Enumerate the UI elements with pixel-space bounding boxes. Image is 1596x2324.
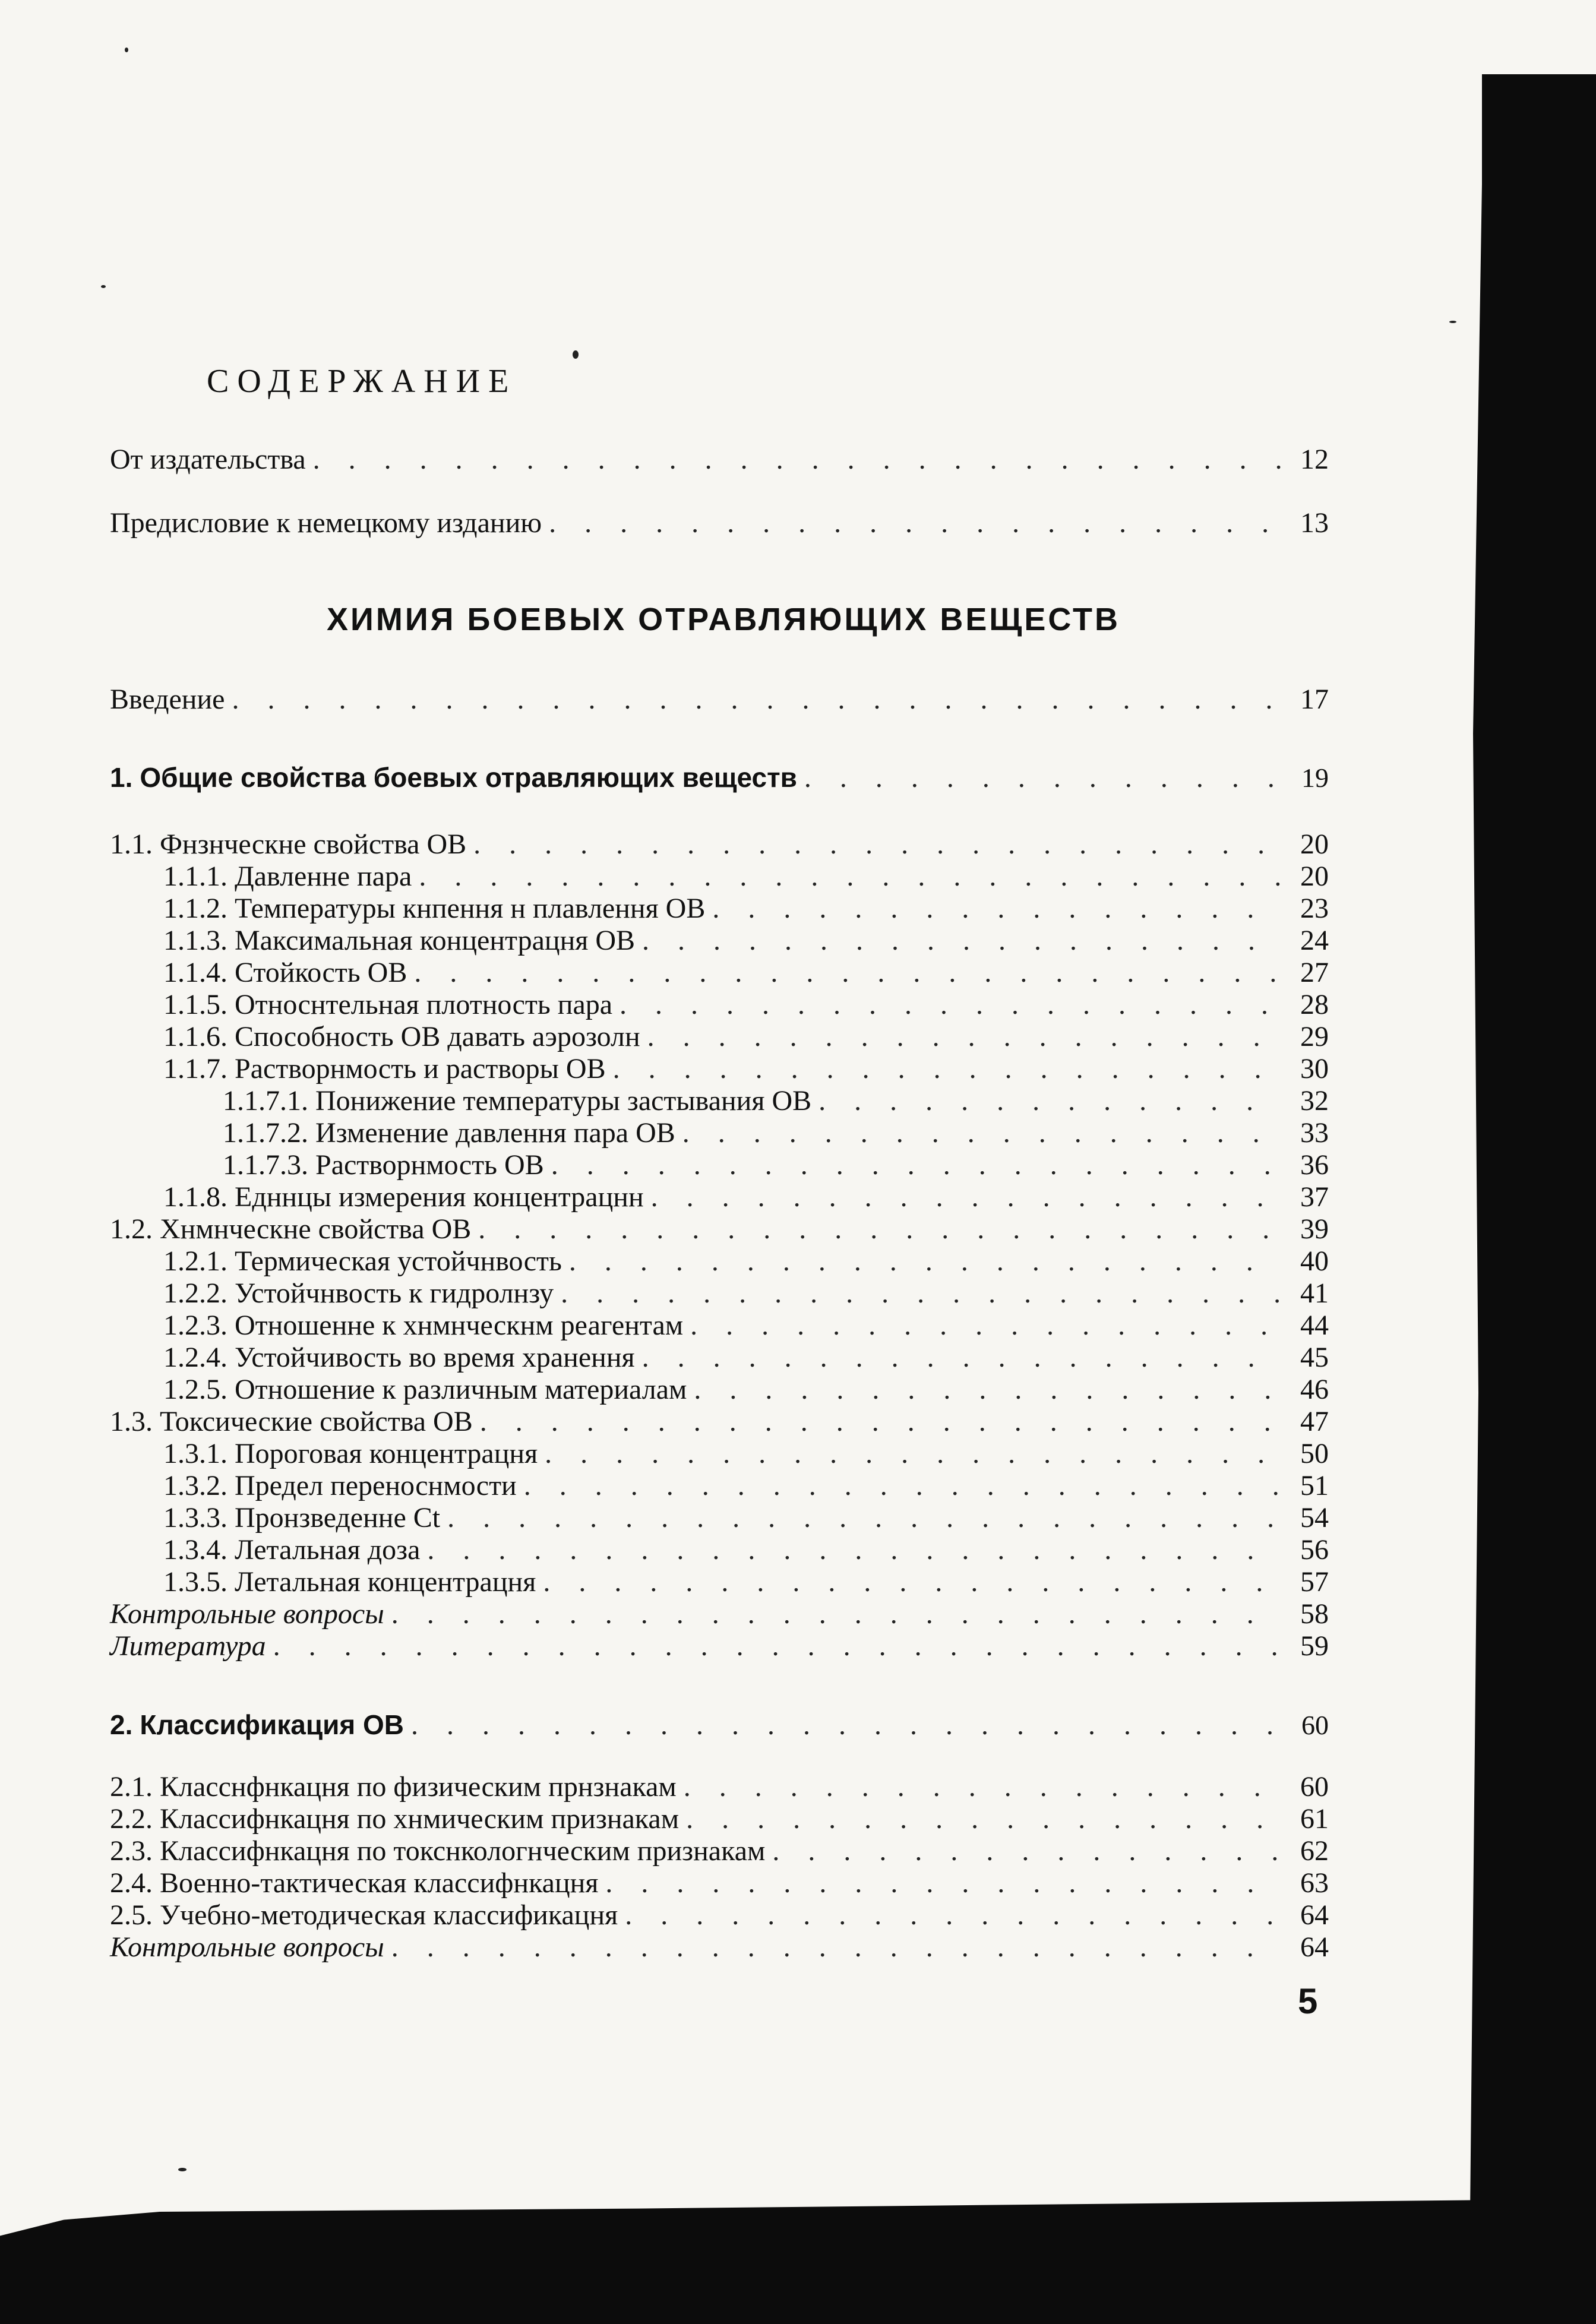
leader-dots <box>651 1182 1281 1213</box>
toc-entry-title: Температуры кнпення н плавлення ОВ <box>235 893 706 924</box>
toc-entry-label <box>163 1054 613 1084</box>
toc-entry-label <box>163 1310 690 1341</box>
toc-entry-number: 1.1.7.3. <box>223 1149 308 1181</box>
toc-entry[interactable] <box>110 1868 1329 1899</box>
leader-dots <box>524 1471 1281 1501</box>
toc-entry-title: Понижение температуры застывания ОВ <box>315 1085 812 1117</box>
toc-entry[interactable] <box>163 1310 1329 1341</box>
page-number: 5 <box>1298 1981 1318 2021</box>
toc-entry-label <box>163 1374 694 1405</box>
toc-entry-number: 1.1.5. <box>163 989 227 1020</box>
toc-entry[interactable] <box>223 1150 1329 1181</box>
leader-dots <box>605 1868 1281 1899</box>
toc-entry-title: Растворнмость ОВ <box>315 1149 544 1181</box>
toc-entry-title: Литература <box>110 1630 266 1662</box>
leader-dots <box>690 1310 1281 1341</box>
toc-entry-title: Токсические свойства ОВ <box>160 1406 473 1437</box>
toc-page-number: 27 <box>1300 957 1329 988</box>
toc-entry[interactable] <box>110 1772 1329 1803</box>
toc-entry-number: 1.1.4. <box>163 957 227 988</box>
leader-dots <box>642 925 1281 956</box>
toc-page-number: 40 <box>1300 1245 1329 1277</box>
toc-page-number: 39 <box>1300 1213 1329 1245</box>
toc-entry-number: 1.3.1. <box>163 1438 227 1469</box>
toc-page-number: 24 <box>1300 925 1329 956</box>
leader-dots <box>569 1246 1281 1277</box>
toc-entry-label <box>163 1471 524 1501</box>
toc-page-number: 12 <box>1300 444 1329 475</box>
toc-entry-title: Класснфнкацня по физическим прнзнакам <box>160 1771 677 1803</box>
toc-entry[interactable] <box>110 829 1329 860</box>
toc-entry-title: Классифнкацня по хнмическим признакам <box>160 1803 680 1835</box>
toc-entry-title: Изменение давлення пара ОВ <box>315 1117 675 1149</box>
toc-entry-number: 1.1.7.2. <box>223 1117 308 1149</box>
toc-entry-title: Общие свойства боевых отравляющих веществ <box>140 762 797 793</box>
toc-page-number: 45 <box>1300 1342 1329 1373</box>
toc-entry-title: Пронзведенне Ct <box>235 1502 441 1533</box>
toc-entry-number: 1.1.2. <box>163 893 227 924</box>
toc-entry-label <box>163 1567 543 1598</box>
toc-entry-title: Классифнкацня по токснкологнческим признакам <box>160 1835 766 1867</box>
toc-entry[interactable] <box>163 1471 1329 1501</box>
toc-entry[interactable] <box>163 1246 1329 1277</box>
toc-entry-title: Давленне пара <box>235 861 412 892</box>
toc-entry-label <box>163 1438 545 1469</box>
toc-entry[interactable] <box>163 925 1329 956</box>
toc-entry-number: 1.2. <box>110 1213 153 1245</box>
leader-dots <box>613 1054 1281 1084</box>
toc-page-number: 50 <box>1300 1438 1329 1469</box>
leader-dots <box>543 1567 1281 1598</box>
toc-entry-label <box>110 1599 391 1630</box>
toc-page-number: 58 <box>1300 1598 1329 1630</box>
part-title: ХИМИЯ БОЕВЫХ ОТРАВЛЯЮЩИХ ВЕЩЕСТВ <box>327 602 1121 637</box>
toc-entry-label <box>223 1086 818 1117</box>
toc-entry-number: 1.1.1. <box>163 861 227 892</box>
toc-entry[interactable] <box>163 957 1329 988</box>
toc-entry-number: 1.1.6. <box>163 1021 227 1052</box>
toc-entry[interactable] <box>163 861 1329 892</box>
toc-entry[interactable] <box>163 1182 1329 1213</box>
toc-entry-number: 1.2.4. <box>163 1342 227 1373</box>
toc-entry-label: Введение <box>110 684 225 715</box>
toc-chapter-2[interactable] <box>110 1709 1329 1741</box>
toc-page-number: 32 <box>1300 1085 1329 1117</box>
toc-page-number: 62 <box>1300 1835 1329 1867</box>
toc-page-number: 23 <box>1300 893 1329 924</box>
toc-entry[interactable] <box>163 1278 1329 1309</box>
leader-dots <box>391 1599 1281 1630</box>
toc-entry[interactable] <box>110 1214 1329 1245</box>
leader-dots <box>561 1278 1281 1309</box>
toc-page-number: 51 <box>1300 1470 1329 1501</box>
toc-entry-number: 1.2.3. <box>163 1310 227 1341</box>
toc-entry[interactable] <box>223 1118 1329 1149</box>
toc-entry[interactable] <box>110 1406 1329 1437</box>
toc-entry-number: 1.3. <box>110 1406 153 1437</box>
toc-entry-title: Пороговая концентрацня <box>235 1438 538 1469</box>
toc-entry-label <box>223 1150 551 1181</box>
toc-entry-number: 1.1.8. <box>163 1181 227 1213</box>
toc-entry-label <box>163 925 642 956</box>
toc-entry[interactable] <box>163 1567 1329 1598</box>
leader-dots <box>411 1710 1281 1741</box>
toc-entry-label <box>163 957 414 988</box>
toc-page-number: 33 <box>1300 1117 1329 1149</box>
leader-dots <box>772 1836 1281 1867</box>
toc-page-number: 44 <box>1300 1310 1329 1341</box>
toc-entry-label <box>223 1118 682 1149</box>
toc-entry-label <box>163 893 712 924</box>
toc-entry[interactable] <box>110 1836 1329 1867</box>
toc-entry[interactable] <box>163 1503 1329 1533</box>
toc-entry-title: Контрольные вопросы <box>110 1598 384 1630</box>
leader-dots <box>620 989 1281 1020</box>
leader-dots <box>625 1900 1281 1931</box>
leader-dots <box>447 1503 1281 1533</box>
toc-page-number: 64 <box>1300 1899 1329 1931</box>
toc-entry-title: Классификация ОВ <box>140 1709 404 1740</box>
toc-entry-literature[interactable] <box>110 1631 1329 1662</box>
leader-dots <box>473 829 1281 860</box>
toc-entry-number: 1.2.1. <box>163 1245 227 1277</box>
toc-entry-title: Летальная концентрацня <box>235 1566 536 1598</box>
toc-entry-number: 2.3. <box>110 1835 153 1867</box>
toc-entry-label <box>110 1868 605 1899</box>
toc-entry-label <box>110 1631 273 1662</box>
leader-dots <box>545 1438 1281 1469</box>
toc-entry-title: Относнтельная плотность пара <box>235 989 613 1020</box>
toc-entry-title: Устойчнвость к гидролнзу <box>235 1278 554 1309</box>
leader-dots <box>419 861 1281 892</box>
toc-page-number: 36 <box>1300 1149 1329 1181</box>
leader-dots <box>480 1406 1281 1437</box>
leader-dots <box>818 1086 1281 1117</box>
toc-page-number: 54 <box>1300 1502 1329 1533</box>
toc-page-number: 46 <box>1300 1374 1329 1405</box>
leader-dots <box>427 1535 1281 1566</box>
toc-entry-label <box>163 1182 651 1213</box>
toc-entry-label <box>163 1503 447 1533</box>
toc-entry-number: 2.1. <box>110 1771 153 1803</box>
toc-entry-title: Стойкость ОВ <box>235 957 407 988</box>
toc-entry-label <box>163 861 419 892</box>
toc-entry-title: Едннцы измерения концентрацнн <box>235 1181 644 1213</box>
toc-page-number: 57 <box>1300 1566 1329 1598</box>
toc-entry-title: Контрольные вопросы <box>110 1931 384 1963</box>
leader-dots <box>642 1342 1281 1373</box>
toc-entry-label <box>110 1406 480 1437</box>
toc-page-number: 17 <box>1300 684 1329 715</box>
toc-entry[interactable] <box>163 989 1329 1020</box>
leader-dots <box>478 1214 1281 1245</box>
toc-entry[interactable] <box>163 1342 1329 1373</box>
leader-dots <box>313 444 1281 475</box>
toc-page-number: 37 <box>1300 1181 1329 1213</box>
toc-entry-label <box>110 762 804 793</box>
toc-entry-number: 2. <box>110 1709 133 1740</box>
toc-page-number: 20 <box>1300 861 1329 892</box>
toc-entry-number: 1. <box>110 762 133 793</box>
toc-entry[interactable] <box>223 1086 1329 1117</box>
toc-entry-number: 1.2.5. <box>163 1374 227 1405</box>
toc-entry[interactable] <box>163 1054 1329 1084</box>
toc-entry-title: Фнзнческне свойства ОВ <box>160 829 467 860</box>
toc-entry-title: Отношение к различным материалам <box>235 1374 687 1405</box>
toc-page-number: 19 <box>1301 763 1329 793</box>
toc-entry-number: 2.4. <box>110 1867 153 1899</box>
leader-dots <box>684 1772 1281 1803</box>
toc-page-number: 59 <box>1300 1630 1329 1662</box>
toc-entry[interactable] <box>163 1374 1329 1405</box>
toc-entry[interactable] <box>110 1900 1329 1931</box>
toc-entry-title: Летальная доза <box>235 1534 421 1566</box>
toc-entry-label <box>163 1022 647 1052</box>
toc-entry-review-questions[interactable] <box>110 1599 1329 1630</box>
toc-page-number: 13 <box>1300 507 1329 539</box>
toc-entry-label <box>163 1342 642 1373</box>
toc-page-number: 30 <box>1300 1053 1329 1084</box>
toc-entry-number: 1.3.3. <box>163 1502 227 1533</box>
toc-entry-label <box>163 989 620 1020</box>
toc-entry-title: Устойчивость во время хранення <box>235 1342 635 1373</box>
toc-entry-title: Термическая устойчнвость <box>235 1245 562 1277</box>
toc-entry-number: 1.3.5. <box>163 1566 227 1598</box>
toc-entry-number: 1.1.3. <box>163 925 227 956</box>
toc-entry-title: Военно-тактическая классифнкацня <box>160 1867 599 1899</box>
toc-entry[interactable] <box>163 893 1329 924</box>
toc-page-number: 64 <box>1300 1931 1329 1963</box>
toc-entry-title: Растворнмость и растворы ОВ <box>235 1053 606 1084</box>
toc-entry-number: 2.2. <box>110 1803 153 1835</box>
toc-entry[interactable] <box>163 1438 1329 1469</box>
toc-entry-label <box>163 1535 427 1566</box>
toc-entry[interactable] <box>110 1804 1329 1835</box>
toc-entry-label <box>110 1900 625 1931</box>
toc-entry-label <box>110 1836 772 1867</box>
toc-page-number: 60 <box>1300 1771 1329 1803</box>
leader-dots <box>232 684 1281 715</box>
toc-entry-label <box>110 829 473 860</box>
toc-entry-title: Предел переноснмости <box>235 1470 517 1501</box>
leader-dots <box>391 1932 1281 1963</box>
toc-entry[interactable] <box>163 1535 1329 1566</box>
toc-entry-label <box>163 1278 561 1309</box>
contents-heading: СОДЕРЖАНИЕ <box>207 363 517 400</box>
toc-page-number: 47 <box>1300 1406 1329 1437</box>
toc-entry-label: Предисловие к немецкому изданию <box>110 507 542 539</box>
leader-dots <box>551 1150 1281 1181</box>
toc-page-number: 60 <box>1301 1710 1329 1740</box>
toc-entry-from-publisher[interactable] <box>110 444 1329 475</box>
leader-dots <box>804 763 1281 793</box>
toc-entry-title: Хнмнческне свойства ОВ <box>160 1213 472 1245</box>
leader-dots <box>549 508 1281 539</box>
toc-entry-label <box>163 1246 569 1277</box>
toc-entry-introduction[interactable] <box>110 684 1329 715</box>
toc-entry-number: 1.3.2. <box>163 1470 227 1501</box>
toc-entry-label <box>110 1772 684 1803</box>
toc-entry-title: Максимальная концентрацня ОВ <box>235 925 636 956</box>
toc-entry-number: 1.1. <box>110 829 153 860</box>
toc-entry-number: 2.5. <box>110 1899 153 1931</box>
leader-dots <box>682 1118 1281 1149</box>
toc-entry-title: Способность ОВ давать аэрозолн <box>235 1021 640 1052</box>
leader-dots <box>273 1631 1281 1662</box>
toc-entry-label <box>110 1804 686 1835</box>
toc-page-number: 20 <box>1300 829 1329 860</box>
toc-entry-preface[interactable] <box>110 508 1329 539</box>
toc-entry-number: 1.2.2. <box>163 1278 227 1309</box>
toc-page-number: 61 <box>1300 1803 1329 1835</box>
leader-dots <box>712 893 1281 924</box>
toc-entry-title: Учебно-методическая классификацня <box>160 1899 618 1931</box>
toc-page-number: 56 <box>1300 1534 1329 1566</box>
toc-entry-label <box>110 1932 391 1963</box>
toc-entry[interactable] <box>163 1022 1329 1052</box>
toc-entry-review-questions[interactable] <box>110 1932 1329 1963</box>
leader-dots <box>414 957 1281 988</box>
toc-page-number: 28 <box>1300 989 1329 1020</box>
toc-entry-number: 1.1.7. <box>163 1053 227 1084</box>
toc-entry-label <box>110 1214 478 1245</box>
leader-dots <box>686 1804 1281 1835</box>
toc-entry-label <box>110 1709 411 1740</box>
toc-entry-title: Отношенне к хнмнческнм реагентам <box>235 1310 684 1341</box>
leader-dots <box>694 1374 1281 1405</box>
toc-page-number: 63 <box>1300 1867 1329 1899</box>
leader-dots <box>647 1022 1281 1052</box>
toc-entry-label: От издательства <box>110 444 306 475</box>
toc-page-number: 29 <box>1300 1021 1329 1052</box>
toc-chapter-1[interactable] <box>110 762 1329 793</box>
toc-entry-number: 1.1.7.1. <box>223 1085 308 1117</box>
toc-page-number: 41 <box>1300 1278 1329 1309</box>
toc-entry-number: 1.3.4. <box>163 1534 227 1566</box>
